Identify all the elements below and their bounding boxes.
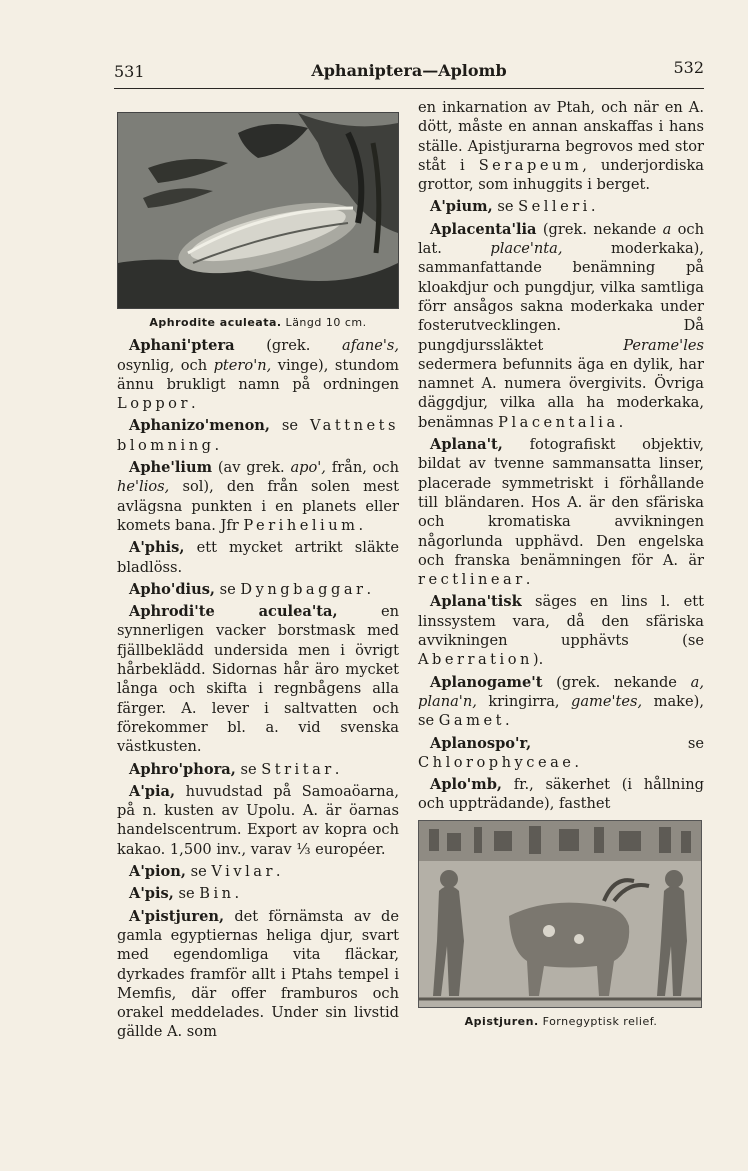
entry-text: . bbox=[618, 413, 624, 431]
entry-aplanat bbox=[418, 435, 704, 589]
headword: Aphrodi'te aculea'ta, bbox=[129, 603, 338, 621]
headword: Aphe'lium bbox=[129, 459, 213, 477]
page-number-right: 532 bbox=[673, 58, 704, 77]
cross-reference-link[interactable]: Aberration bbox=[418, 651, 533, 669]
entry-text: se bbox=[215, 580, 241, 598]
italic-term: Perame'les bbox=[623, 336, 704, 354]
entry-text: en inkarnation av Ptah, och när en A. dött, måste en annan anskaffas i hans ställe. Apistjurarna begrovos med stor ståt i bbox=[418, 99, 704, 174]
entry-text: vinge), stundom ännu brukligt namn på ordningen bbox=[117, 356, 399, 393]
entry-text: från, och bbox=[325, 459, 399, 477]
headword: Aplanogame't bbox=[430, 673, 543, 691]
headword: Apho'dius, bbox=[129, 580, 215, 598]
entry-text: huvudstad på Samoaöarna, på n. kusten av Upolu. A. är öarnas handelscentrum. Export av kopra och kakao. 1,500 inv., varav ⅓ européer. bbox=[117, 782, 399, 858]
photo-relief bbox=[418, 820, 702, 1008]
cross-reference-link[interactable]: Bin bbox=[199, 885, 235, 903]
entry-text: . bbox=[275, 863, 281, 881]
entry-text: en synnerligen vacker borstmask med fjällbeklädd undersida men i övrigt hårbeklädd. Sidornas hår äro mycket långa och skifta i regnbågens alla färger. A. lever i saltvatten och förekommer bl. a. vid svenska västkusten. bbox=[117, 603, 399, 756]
headword: A'pistjuren, bbox=[129, 907, 225, 925]
entry-aplanospor bbox=[418, 734, 704, 773]
entry-aphanizomenon bbox=[117, 416, 399, 455]
cross-reference-link[interactable]: Chlorophyceae bbox=[418, 753, 575, 771]
entry-apia bbox=[117, 782, 399, 859]
entry-text: se bbox=[270, 417, 310, 435]
egyptian-relief-photo bbox=[419, 821, 701, 1007]
entry-aphrodite-aculeata bbox=[117, 602, 399, 756]
caption-aphrodite bbox=[117, 313, 399, 332]
cross-reference-link[interactable]: Placentalia bbox=[498, 413, 619, 431]
cross-reference-link[interactable]: Stritar bbox=[261, 760, 335, 778]
entry-text: , underjordiska grottor, som inhuggits i berget. bbox=[418, 156, 704, 194]
caption-aphrodite-name: Aphrodite aculeata. bbox=[149, 316, 282, 329]
entry-text: säges en lins l. ett linssystem vara, då den sfäriska avvikningen upphävts (se bbox=[418, 593, 704, 650]
headword: A'pis, bbox=[129, 885, 174, 903]
entry-text: make), se bbox=[418, 692, 704, 730]
entry-text: . bbox=[334, 760, 340, 778]
entry-aplacentalia bbox=[418, 220, 704, 432]
headword: Aphro'phora, bbox=[129, 760, 236, 778]
cross-reference-link[interactable]: Gamet bbox=[438, 712, 505, 730]
cross-reference-link[interactable]: Perihelium bbox=[243, 516, 359, 534]
italic-term: place'nta, bbox=[490, 240, 563, 258]
entry-text: det förnämsta av de gamla egyptiernas heliga djur, svart med egendomliga vita fläckar, dyrkades framför allt i Ptahs tempel i Memfis, där offer framburos och orakel meddelades. Under sin livstid gällde A. som bbox=[117, 907, 399, 1041]
headword: A'pia, bbox=[129, 782, 176, 800]
right-column bbox=[418, 98, 704, 1035]
entry-text: se bbox=[173, 885, 200, 903]
italic-term: game'tes, bbox=[571, 692, 643, 710]
entry-text: . bbox=[590, 198, 596, 216]
entry-aplanatisk bbox=[418, 592, 704, 669]
cross-reference-link[interactable]: Vattnets blomning bbox=[117, 417, 399, 454]
italic-term: a bbox=[662, 220, 672, 238]
entry-text: . bbox=[358, 516, 364, 534]
entry-text: . bbox=[574, 753, 580, 771]
cross-reference-link[interactable]: Serapeum bbox=[478, 156, 583, 174]
headword: Aplo'mb, bbox=[430, 776, 502, 794]
entry-aplanogamet bbox=[418, 673, 704, 731]
italic-term: plana'n, bbox=[418, 692, 477, 710]
italic-term: afane's, bbox=[342, 337, 399, 355]
entry-apium bbox=[418, 197, 704, 216]
italic-term: a, bbox=[690, 673, 704, 691]
headword: Aplana'tisk bbox=[430, 593, 522, 611]
page-number-left: 531 bbox=[114, 62, 145, 81]
italic-term: apo', bbox=[290, 459, 326, 477]
entry-apistjuren bbox=[117, 907, 399, 1042]
entry-text: sol), den från solen mest avlägsna punkten i en planets eller komets bana. Jfr bbox=[117, 478, 399, 534]
sea-mouse-photo bbox=[118, 113, 398, 308]
headword: Aphani'ptera bbox=[129, 337, 235, 355]
headword: Aplana't, bbox=[430, 436, 503, 454]
entry-text: och lat. bbox=[418, 220, 704, 258]
cross-reference-link[interactable]: Dyngbaggar bbox=[240, 580, 367, 598]
cross-reference-link[interactable]: Selleri bbox=[518, 198, 591, 216]
figure-aphrodite bbox=[117, 112, 399, 332]
entry-text: moderkaka), sammanfattande benämning på kloakdjur och pungdjur, vilka samtliga förr ansågos sakna moderkaka under fosterutvecklingen. Då pungdjurssläktet bbox=[418, 240, 705, 354]
figure-apistjuren bbox=[418, 820, 704, 1031]
entry-apis bbox=[117, 884, 399, 903]
entry-text: se bbox=[235, 760, 262, 778]
entry-text: . bbox=[214, 436, 220, 454]
entry-apion bbox=[117, 862, 399, 881]
entry-text: (av grek. bbox=[212, 459, 291, 477]
cross-reference-link[interactable]: Vivlar bbox=[211, 863, 276, 881]
page-header bbox=[114, 58, 704, 89]
entry-text: (grek. bbox=[234, 337, 343, 355]
entry-aphodius bbox=[117, 580, 399, 599]
entry-text: kringirra, bbox=[476, 692, 571, 710]
entry-aphis bbox=[117, 538, 399, 577]
entry-aphaniptera bbox=[117, 336, 399, 413]
entry-text: . bbox=[190, 395, 196, 413]
entry-text: ett mycket artrikt släkte bladlöss. bbox=[117, 539, 399, 576]
italic-term: he'lios, bbox=[117, 478, 170, 496]
photo-aphrodite bbox=[117, 112, 399, 309]
headword: A'pium, bbox=[430, 198, 493, 216]
running-head: Aphaniptera—Aplomb bbox=[311, 61, 507, 80]
spaced-term: rectlinear bbox=[418, 571, 526, 589]
headword: Aphanizo'menon, bbox=[129, 417, 270, 435]
spaced-term: Loppor bbox=[117, 395, 191, 413]
entry-text: . bbox=[234, 885, 240, 903]
caption-apistjuren-rest: Fornegyptisk relief. bbox=[538, 1014, 658, 1028]
entry-aphrophora bbox=[117, 760, 399, 779]
entry-text: . bbox=[366, 580, 372, 598]
entry-text: fotografiskt objektiv, bildat av tvenne sammansatta linser, placerade symmetriskt i förhållande till bländaren. Hos A. är den sfäriska och kromatiska avvikningen någorlunda upphävd. Den engelska och franska benämningen för A. är bbox=[418, 436, 704, 569]
headword: A'pion, bbox=[129, 863, 186, 881]
headword: Aplacenta'lia bbox=[430, 220, 537, 238]
entry-text: se bbox=[492, 198, 519, 216]
entry-apistjuren-continued bbox=[418, 98, 704, 194]
caption-apistjuren bbox=[418, 1012, 704, 1031]
entry-aphelium bbox=[117, 458, 399, 535]
entry-text: sedermera befunnits äga en dylik, har namnet A. numera övergivits. Övriga däggdjur, vilka alla ha moderkaka, benämnas bbox=[418, 355, 704, 431]
entry-text: se bbox=[531, 734, 704, 752]
entry-text: ). bbox=[532, 651, 544, 669]
caption-apistjuren-name: Apistjuren. bbox=[464, 1014, 539, 1028]
entry-text: osynlig, och bbox=[117, 356, 214, 374]
italic-term: ptero'n, bbox=[213, 356, 272, 374]
headword: A'phis, bbox=[129, 539, 185, 557]
entry-text: (grek. nekande bbox=[536, 220, 663, 238]
entry-text: se bbox=[185, 863, 212, 881]
entry-text: fr., säkerhet (i hållning och uppträdande), fasthet bbox=[418, 776, 704, 813]
left-column bbox=[117, 98, 399, 1045]
caption-aphrodite-rest: Längd 10 cm. bbox=[281, 316, 367, 329]
entry-text: . bbox=[525, 571, 531, 589]
entry-aplomb bbox=[418, 775, 704, 814]
headword: Aplanospo'r, bbox=[430, 734, 532, 752]
entry-text: (grek. nekande bbox=[542, 673, 691, 691]
entry-text: . bbox=[504, 712, 510, 730]
